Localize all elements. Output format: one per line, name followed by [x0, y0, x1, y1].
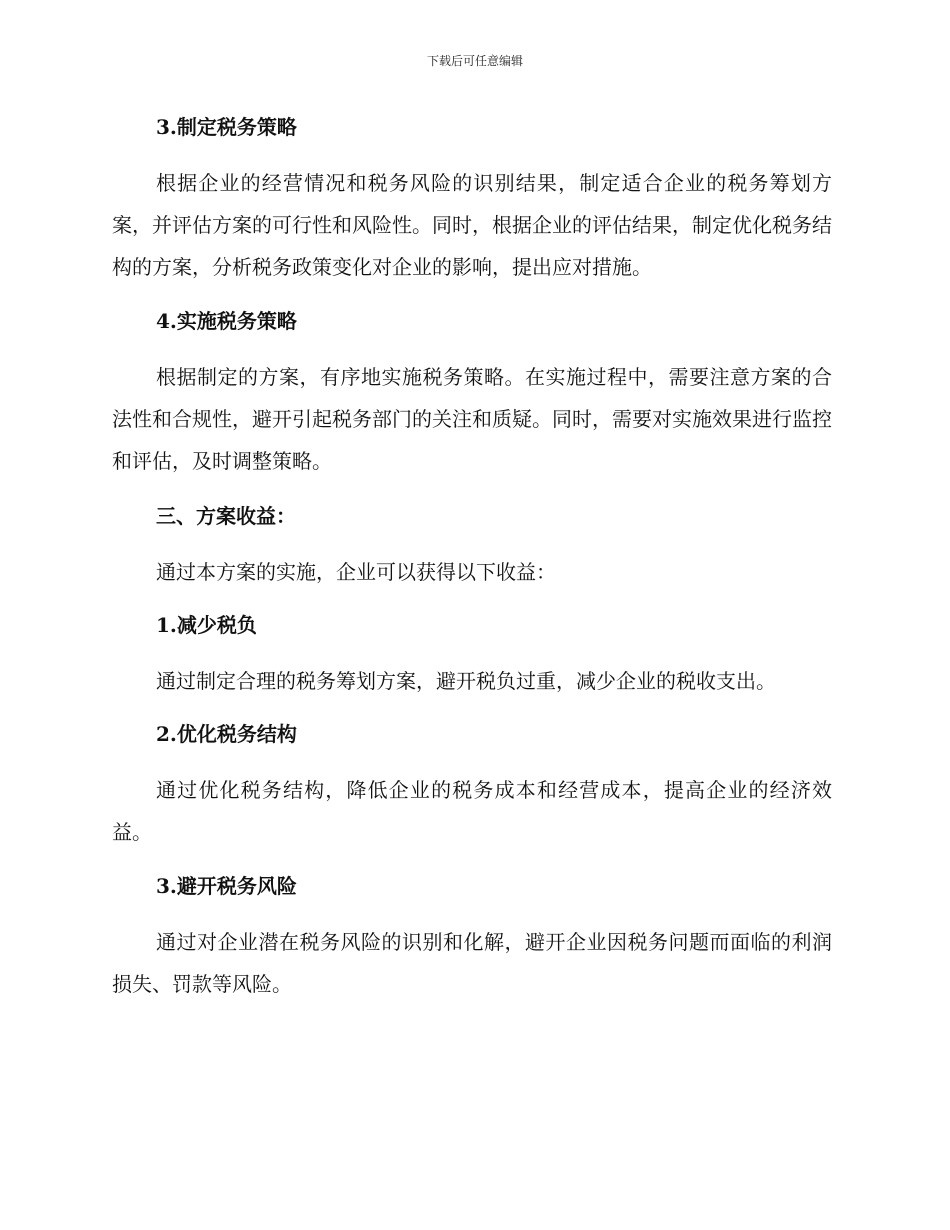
paragraph-plan-benefits: 通过本方案的实施，企业可以获得以下收益： — [156, 560, 556, 584]
paragraph-implement-strategy: 根据制定的方案，有序地实施税务策略。在实施过程中，需要注意方案的合法性和合规性，避开引起税务部门的关注和质疑。同时，需要对实施效果进行监控和评估，及时调整策略。 — [112, 365, 832, 473]
section-heading-avoid-risk: 3.避开税务风险 — [156, 874, 297, 898]
section-heading-formulate-strategy: 3.制定税务策略 — [156, 115, 297, 139]
section-heading-implement-strategy: 4.实施税务策略 — [156, 309, 297, 333]
section-heading-optimize-structure: 2.优化税务结构 — [156, 722, 297, 746]
paragraph-reduce-tax: 通过制定合理的税务筹划方案，避开税负过重，减少企业的税收支出。 — [156, 669, 776, 693]
page-header: 下载后可任意编辑 — [426, 54, 523, 68]
paragraph-avoid-risk: 通过对企业潜在税务风险的识别和化解，避开企业因税务问题而面临的利润损失、罚款等风险。 — [112, 930, 832, 996]
paragraph-optimize-structure: 通过优化税务结构，降低企业的税务成本和经营成本，提高企业的经济效益。 — [112, 778, 832, 844]
section-heading-plan-benefits: 三、方案收益： — [156, 504, 296, 528]
section-heading-reduce-tax: 1.减少税负 — [156, 613, 257, 637]
paragraph-formulate-strategy: 根据企业的经营情况和税务风险的识别结果，制定适合企业的税务筹划方案，并评估方案的可行性和风险性。同时，根据企业的评估结果，制定优化税务结构的方案，分析税务政策变化对企业的影响，提出应对措施。 — [112, 171, 832, 279]
